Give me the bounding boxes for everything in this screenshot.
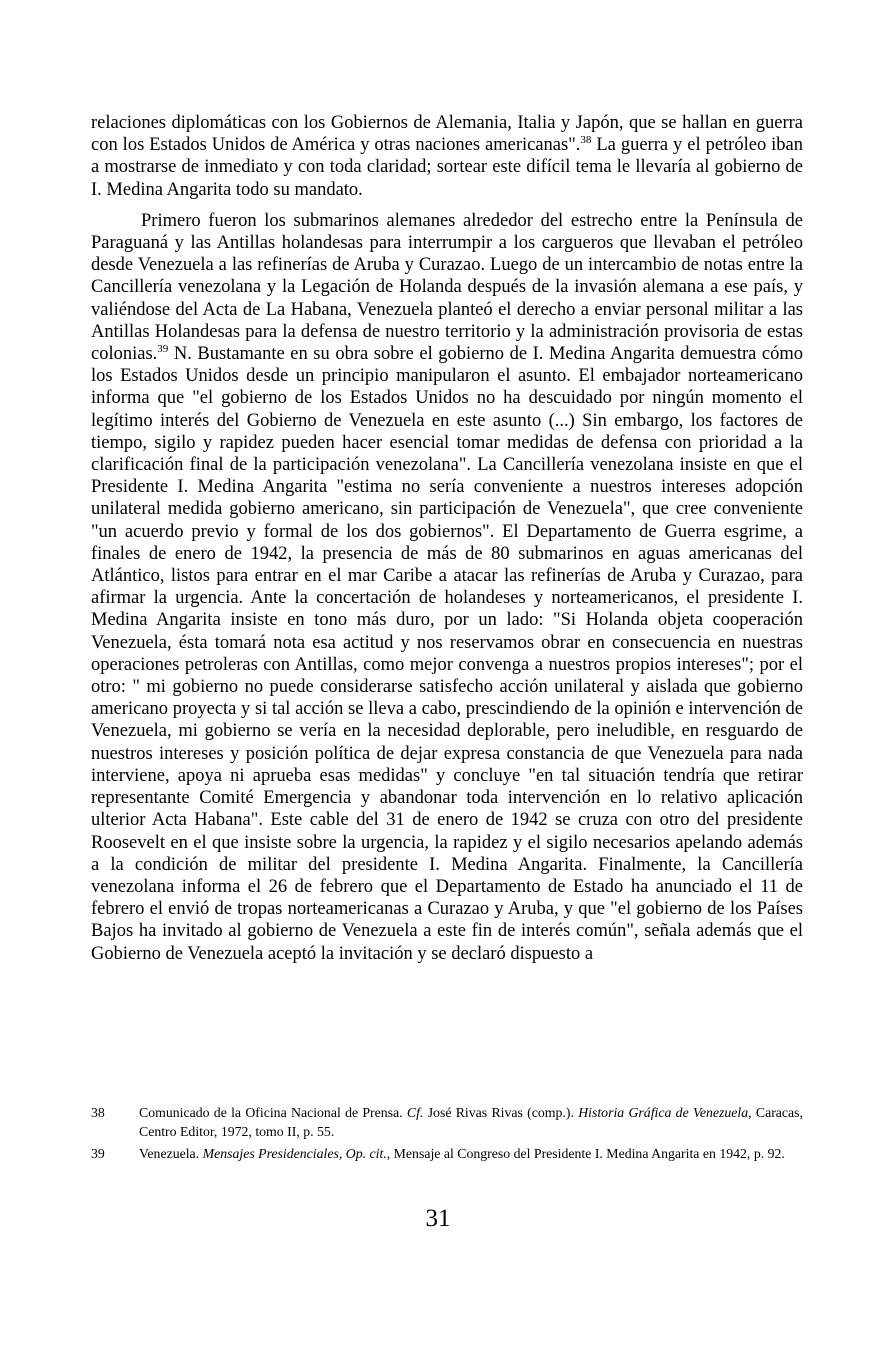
paragraph-1 bbox=[91, 112, 803, 201]
footnote-text-b: José Rivas Rivas (comp.). bbox=[423, 1105, 579, 1120]
paragraph-2 bbox=[91, 210, 803, 965]
footnote-ref-38[interactable]: 38 bbox=[580, 134, 592, 147]
footnote-text bbox=[139, 1104, 803, 1141]
footnote-text-c: , Mensaje al Congreso del Presidente I. Medina Angarita en 1942, p. 92. bbox=[386, 1146, 785, 1161]
paragraph-2-text-a: Primero fueron los submarinos alemanes alrededor del estrecho entre la Península de Paraguaná y las Antillas holandesas para interrumpir a los cargueros que llevaban el petróleo desde Venezuela a las refinerías de Aruba y Curazao. Luego de un intercambio de notas entre la Cancillería venezolana y la Legación de Holanda después de la invasión alemana a ese país, y valiéndose del Acta de La Habana, Venezuela planteó el derecho a enviar personal militar a las Antillas Holandesas para la defensa de nuestro territorio y la administración provisoria de estas colonias. bbox=[91, 210, 803, 365]
footnote-ref-39[interactable]: 39 bbox=[157, 342, 169, 355]
footnote-title: Historia Gráfica de Venezuela bbox=[578, 1105, 749, 1120]
footnote-text-a: Venezuela. bbox=[139, 1146, 203, 1161]
footnote-39 bbox=[91, 1145, 803, 1164]
footnote-cf: Cf. bbox=[406, 1105, 424, 1120]
footnote-title: Mensajes Presidenciales, Op. cit. bbox=[202, 1146, 387, 1161]
footnote-number: 39 bbox=[91, 1146, 105, 1161]
paragraph-1-text-b: La guerra y el petróleo iban a mostrarse de inmediato y con toda claridad; sortear este difícil tema le llevaría al gobierno de I. Medina Angarita todo su mandato. bbox=[91, 135, 804, 200]
main-text bbox=[91, 112, 803, 965]
paragraph-1-text-a: relaciones diplomáticas con los Gobiernos de Alemania, Italia y Japón, que se hallan en guerra con los Estados Unidos de América y otras naciones americanas". bbox=[91, 113, 803, 156]
footnote-text-c: , Caracas, Centro Editor, 1972, tomo II, p. 55. bbox=[139, 1105, 803, 1139]
footnote-text bbox=[139, 1145, 803, 1164]
footnote-number: 38 bbox=[91, 1105, 105, 1120]
footnotes bbox=[91, 1104, 803, 1168]
paragraph-2-text-b: N. Bustamante en su obra sobre el gobierno de I. Medina Angarita demuestra cómo los Estados Unidos desde un principio manipularon el asunto. El embajador norteamericano informa que "el gobierno de los Estados Unidos no ha descuidado por ningún momento el legítimo interés del Gobierno de Venezuela en este asunto (...) Sin embargo, los factores de tiempo, sigilo y rapidez pueden hacer esencial tomar medidas de defensa con prioridad a la clarificación final de la participación venezolana". La Cancillería venezolana insiste en que el Presidente I. Medina Angarita "estima no sería conveniente a nuestros intereses adopción unilateral medida gobierno americano, sin participación de Venezuela", que cree conveniente "un acuerdo previo y formal de los dos gobiernos". El Departamento de Guerra esgrime, a finales de enero de 1942, la presencia de más de 80 submarinos en aguas americanas del Atlántico, listos para entrar en el mar Caribe a atacar las refinerías de Aruba y Curazao, para afirmar la urgencia. Ante la concertación de holandeses y norteamericanos, el presidente I. Medina Angarita insiste en tono más duro, por un lado: "Si Holanda objeta cooperación Venezuela, ésta tomará nota esa actitud y nos reservamos obrar en consecuencia en nuestras operaciones petroleras con Antillas, como mejor convenga a nuestros propios intereses"; por el otro: " mi gobierno no puede considerarse satisfecho acción unilateral y aislada que gobierno americano proyecta y si tal acción se lleva a cabo, prescindiendo de la opinión e intervención de Venezuela, mi gobierno se vería en la necesidad deplorable, pero ineludible, en resguardo de nuestros intereses y posición política de dejar expresa constancia de que Venezuela para nada interviene, apoya ni aprueba esas medidas" y concluye "en tal situación tendría que retirar representante Comité Emergencia y abandonar toda intervención en lo relativo aplicación ulterior Acta Habana". Este cable del 31 de enero de 1942 se cruza con otro del presidente Roosevelt en el que insiste sobre la urgencia, la rapidez y el sigilo necesarios apelando además a la condición de militar del presidente I. Medina Angarita. Finalmente, la Cancillería venezolana informa el 26 de febrero que el Departamento de Estado ha anunciado el 11 de febrero el envió de tropas norteamericanas a Curazao y Aruba, y que "el gobierno de los Países Bajos ha invitado al gobierno de Venezuela a este fin de interés común", señala además que el Gobierno de Venezuela aceptó la invitación y se declaró dispuesto a bbox=[91, 344, 803, 964]
page-number: 31 bbox=[425, 1205, 451, 1232]
footnote-38 bbox=[91, 1104, 803, 1141]
footnote-text-a: Comunicado de la Oficina Nacional de Prensa. bbox=[139, 1105, 407, 1120]
